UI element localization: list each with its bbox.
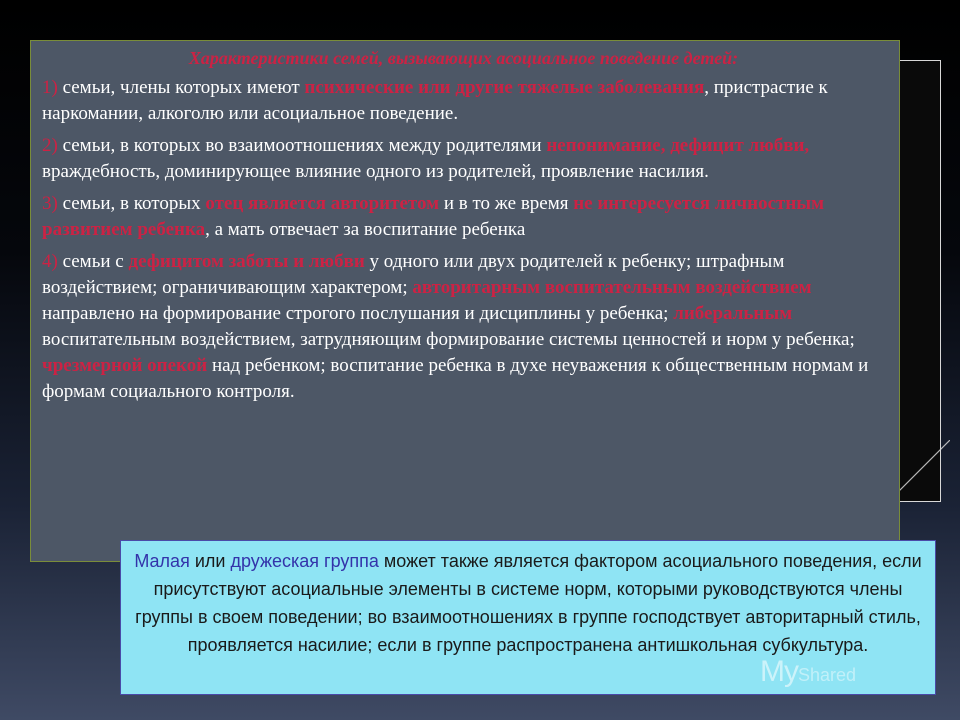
highlight: дефицитом заботы и любви	[128, 251, 365, 272]
paragraph-number: 2)	[42, 135, 58, 156]
highlight: не интересуется личностным развитием ребенка	[42, 193, 825, 240]
text: семьи, в которых	[57, 193, 206, 214]
paragraph-4	[42, 249, 885, 405]
text: , пристрастие к наркомании, алкоголю или асоциальное поведение.	[42, 77, 828, 124]
main-text-box	[30, 40, 900, 562]
text: или	[189, 551, 231, 571]
watermark-main: My	[760, 655, 798, 688]
text: враждебность, доминирующее влияние одного из родителей, проявление насилия.	[42, 161, 709, 182]
highlight: непонимание, дефицит любви,	[546, 135, 810, 156]
paragraph-3	[42, 191, 885, 243]
watermark-small: Shared	[798, 665, 857, 685]
paragraph-number: 3)	[42, 193, 58, 214]
text: направлено на формирование строгого послушания и дисциплины у ребенка;	[42, 303, 674, 324]
paragraph-2	[42, 133, 885, 185]
text: у одного или двух родителей к ребенку; штрафным воздействием; ограничивающим характером;	[42, 251, 785, 298]
paragraph-1	[42, 75, 885, 127]
highlight: отец является авторитетом	[205, 193, 440, 214]
paragraph-number: 4)	[42, 251, 58, 272]
text: воспитательным воздействием, затрудняющим формирование системы ценностей и норм у ребенка;	[42, 329, 855, 350]
paragraph-number: 1)	[42, 77, 58, 98]
highlight: психические или другие тяжелые заболевания	[304, 77, 705, 98]
text: , а мать отвечает за воспитание ребенка	[205, 219, 526, 240]
text: над ребенком; воспитание ребенка в духе неуважения к общественным нормам и формам социального контроля.	[42, 355, 869, 402]
main-title: Характеристики семей, вызывающих асоциальное поведение детей:	[188, 48, 739, 68]
blue-term: дружеская группа	[230, 551, 379, 571]
blue-term: Малая	[134, 551, 190, 571]
text: может также является фактором асоциального поведения, если присутствуют асоциальные элементы в системе норм, которыми руководствуются члены группы в своем поведении; во взаимоотношениях в группе господствует авторитарный стиль, проявляется насилие; если в группе распространена антишкольная субкультура.	[135, 551, 922, 655]
highlight: авторитарным воспитательным воздействием	[412, 277, 812, 298]
text: семьи, в которых во взаимоотношениях между родителями	[57, 135, 547, 156]
highlight: чрезмерной опекой	[42, 355, 208, 376]
watermark-logo	[760, 655, 856, 689]
text: и в то же время	[439, 193, 574, 214]
highlight: либеральным	[673, 303, 793, 324]
text: семьи с	[57, 251, 129, 272]
text: семьи, члены которых имеют	[57, 77, 305, 98]
